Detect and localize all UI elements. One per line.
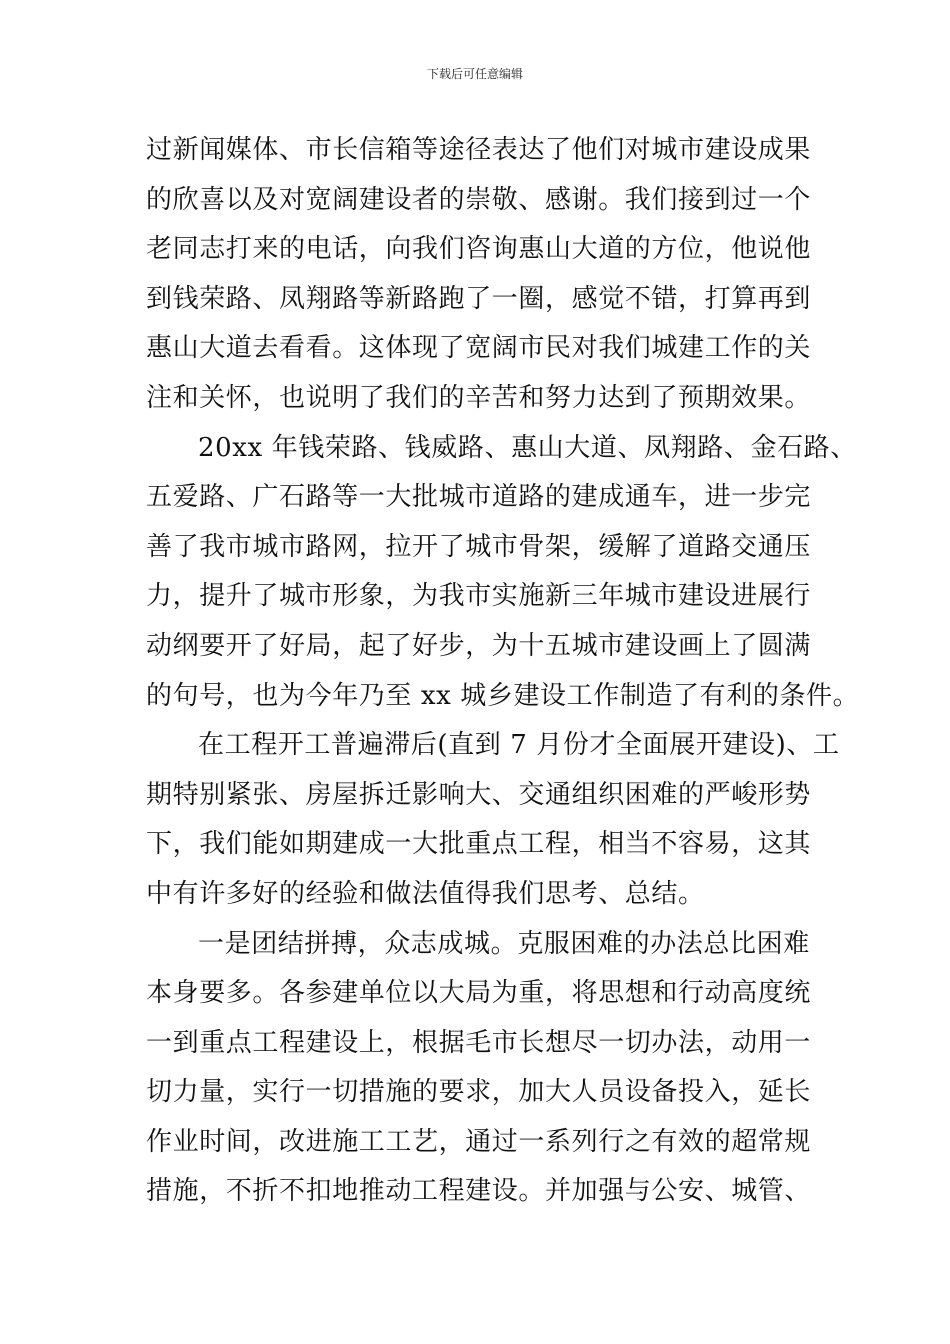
- text-line: 动纲要开了好局，起了好步，为十五城市建设画上了圆满: [146, 630, 812, 661]
- text-line: 的欣喜以及对宽阔建设者的崇敬、感谢。我们接到过一个: [146, 184, 812, 215]
- text-line: 期特别紧张、房屋拆迁影响大、交通组织困难的严峻形势: [146, 779, 812, 810]
- text-line: 本身要多。各参建单位以大局为重，将思想和行动高度统: [146, 978, 812, 1009]
- text-line: 力，提升了城市形象，为我市实施新三年城市建设进展行: [146, 581, 812, 612]
- document-body: [146, 126, 860, 1217]
- text-line: 中有许多好的经验和做法值得我们思考、总结。: [146, 878, 705, 909]
- text-line: 注和关怀，也说明了我们的辛苦和努力达到了预期效果。: [146, 382, 812, 413]
- text-line: 老同志打来的电话，向我们咨询惠山大道的方位，他说他: [146, 234, 812, 265]
- text-line: 的句号，也为今年乃至 xx 城乡建设工作制造了有利的条件。: [146, 680, 860, 711]
- text-line: 一到重点工程建设上，根据毛市长想尽一切办法，动用一: [146, 1027, 812, 1058]
- text-line: 下，我们能如期建成一大批重点工程，相当不容易，这其: [146, 829, 812, 860]
- text-line: 到钱荣路、凤翔路等新路跑了一圈，感觉不错，打算再到: [146, 283, 812, 314]
- text-line: 五爱路、广石路等一大批城市道路的建成通车，进一步完: [146, 482, 812, 513]
- text-line: 措施，不折不扣地推动工程建设。并加强与公安、城管、: [146, 1176, 812, 1207]
- paragraph-start-line: 一是团结拼搏，众志成城。克服困难的办法总比困难: [198, 928, 810, 959]
- paragraph-start-line: 在工程开工普遍滞后(直到 7 月份才全面展开建设)、工: [198, 730, 840, 761]
- text-line: 过新闻媒体、市长信箱等途径表达了他们对城市建设成果: [146, 135, 812, 165]
- paragraph-start-line: 20xx 年钱荣路、钱威路、惠山大道、凤翔路、金石路、: [198, 432, 857, 463]
- text-line: 切力量，实行一切措施的要求，加大人员设备投入，延长: [146, 1077, 812, 1108]
- text-line: 善了我市城市路网，拉开了城市骨架，缓解了道路交通压: [146, 531, 812, 562]
- text-line: 作业时间，改进施工工艺，通过一系列行之有效的超常规: [146, 1126, 812, 1157]
- page-header: 下载后可任意编辑: [426, 67, 523, 81]
- text-line: 惠山大道去看看。这体现了宽阔市民对我们城建工作的关: [146, 333, 812, 364]
